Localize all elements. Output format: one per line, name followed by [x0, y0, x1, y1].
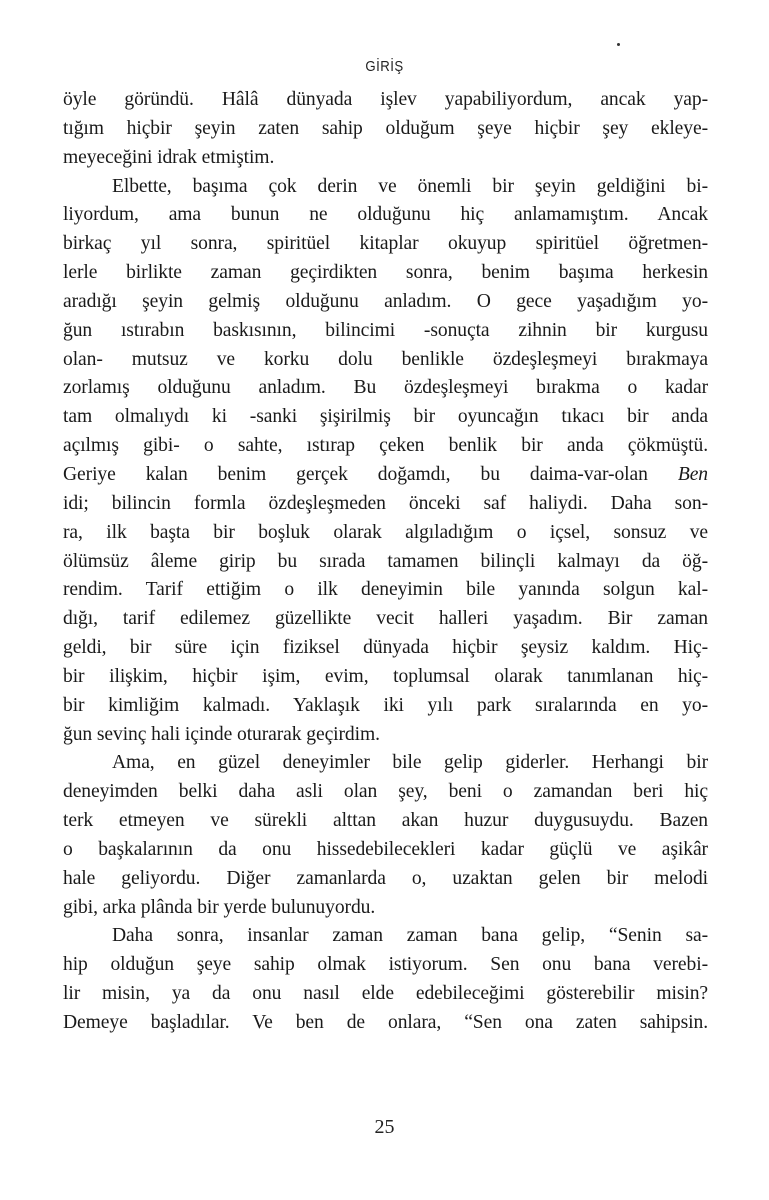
text-line	[63, 634, 708, 663]
text-line	[63, 519, 708, 548]
text-line	[63, 374, 708, 403]
text-line-content: Elbette, başıma çok derin ve önemli bir şeyin geldiğini bi-	[112, 175, 708, 197]
text-line	[63, 461, 708, 490]
text-line	[63, 317, 708, 346]
italic-word: Ben	[677, 463, 708, 485]
text-line-content: öyle göründü. Hâlâ dünyada işlev yapabiliyordum, ancak yap-	[63, 89, 708, 110]
scan-speck	[617, 43, 620, 46]
text-line	[63, 807, 708, 836]
text-line	[63, 980, 708, 1009]
text-line-content: o başkalarının da onu hissedebilecekleri kadar güçlü ve aşikâr	[63, 838, 708, 860]
text-line-content: birkaç yıl sonra, spiritüel kitaplar okuyup spiritüel öğretmen-	[63, 233, 708, 255]
text-line-content: meyeceğini idrak etmiştim.	[63, 146, 275, 168]
running-header: GİRİŞ	[365, 58, 404, 75]
text-line	[63, 288, 708, 317]
text-line-content: ğun sevinç hali içinde oturarak geçirdim.	[63, 723, 380, 745]
page-number: 25	[374, 1116, 395, 1138]
text-line-content: açılmış gibi- o sahte, ıstırap çeken benlik bir anda çökmüştü.	[63, 435, 708, 457]
text-line-content: ğun ıstırabın baskısının, bilincimi -sonuçta zihnin bir kurgusu	[63, 319, 708, 341]
text-line-content: tam olmalıydı ki -sanki şişirilmiş bir oyuncağın tıkacı bir anda	[63, 406, 708, 428]
text-line	[63, 692, 708, 721]
text-line	[63, 836, 708, 865]
text-line	[63, 865, 708, 894]
text-line	[63, 230, 708, 259]
text-line	[63, 721, 708, 750]
text-line	[63, 432, 708, 461]
text-line-content: olan- mutsuz ve korku dolu benlikle özdeşleşmeyi bırakmaya	[63, 348, 708, 370]
text-line	[63, 1009, 708, 1038]
text-line-content: gibi, arka plânda bir yerde bulunuyordu.	[63, 896, 376, 918]
text-line	[63, 548, 708, 577]
text-line-content: Demeye başladılar. Ve ben de onlara, “Sen ona zaten sahipsin.	[63, 1012, 708, 1033]
text-line	[63, 778, 708, 807]
text-line	[63, 922, 708, 951]
text-line	[63, 173, 708, 202]
text-line-content: zorlamış olduğunu anladım. Bu özdeşleşmeyi bırakma o kadar	[63, 377, 708, 399]
text-line-content: bir ilişkim, hiçbir işim, evim, toplumsal olarak tanımlanan hiç-	[63, 665, 708, 687]
text-line-content: geldi, bir süre için fiziksel dünyada hiçbir şeysiz kaldım. Hiç-	[63, 637, 708, 659]
text-line	[63, 115, 708, 144]
text-line-content: deneyimden belki daha asli olan şey, beni o zamandan beri hiç	[63, 781, 708, 803]
text-line-content: Geriye kalan benim gerçek doğamdı, bu daima-var-olan	[63, 463, 678, 485]
text-line	[63, 403, 708, 432]
text-line-content: ölümsüz âleme girip bu sırada tamamen bilinçli kalmayı da öğ-	[63, 550, 708, 572]
text-line	[63, 894, 708, 923]
text-line	[63, 749, 708, 778]
body-text	[63, 86, 708, 1038]
text-line-content: hale geliyordu. Diğer zamanlarda o, uzaktan gelen bir melodi	[63, 867, 708, 889]
text-line	[63, 951, 708, 980]
text-line-content: liyordum, ama bunun ne olduğunu hiç anlamamıştım. Ancak	[63, 204, 708, 226]
text-line	[63, 259, 708, 288]
text-line-content: hip olduğun şeye sahip olmak istiyorum. Sen onu bana verebi-	[63, 954, 708, 976]
text-line-content: idi; bilincin formla özdeşleşmeden önceki saf haliydi. Daha son-	[63, 492, 708, 514]
text-line	[63, 201, 708, 230]
text-line	[63, 144, 708, 173]
text-line-content: aradığı şeyin gelmiş olduğunu anladım. O gece yaşadığım yo-	[63, 290, 708, 312]
text-line	[63, 86, 708, 115]
text-line-content: Ama, en güzel deneyimler bile gelip giderler. Herhangi bir	[112, 752, 708, 774]
text-line	[63, 346, 708, 375]
text-line-content: ra, ilk başta bir boşluk olarak algıladığım o içsel, sonsuz ve	[63, 521, 708, 543]
text-line-content: bir kimliğim kalmadı. Yaklaşık iki yılı park sıralarında en yo-	[63, 694, 708, 716]
text-line-content: lir misin, ya da onu nasıl elde edebileceğimi gösterebilir misin?	[63, 983, 708, 1005]
text-line-content: rendim. Tarif ettiğim o ilk deneyimin bile yanında solgun kal-	[63, 579, 708, 601]
text-line-content: lerle birlikte zaman geçirdikten sonra, benim başıma herkesin	[63, 262, 708, 284]
text-line-content: Daha sonra, insanlar zaman zaman bana gelip, “Senin sa-	[112, 925, 708, 947]
text-line	[63, 490, 708, 519]
text-line	[63, 663, 708, 692]
text-line	[63, 576, 708, 605]
text-line-content: dığı, tarif edilemez güzellikte vecit halleri yaşadım. Bir zaman	[63, 608, 708, 630]
text-line-content: terk etmeyen ve sürekli alttan akan huzur duygusuydu. Bazen	[63, 810, 708, 832]
text-line-content: tığım hiçbir şeyin zaten sahip olduğum şeye hiçbir şey ekleye-	[63, 117, 708, 139]
text-line	[63, 605, 708, 634]
